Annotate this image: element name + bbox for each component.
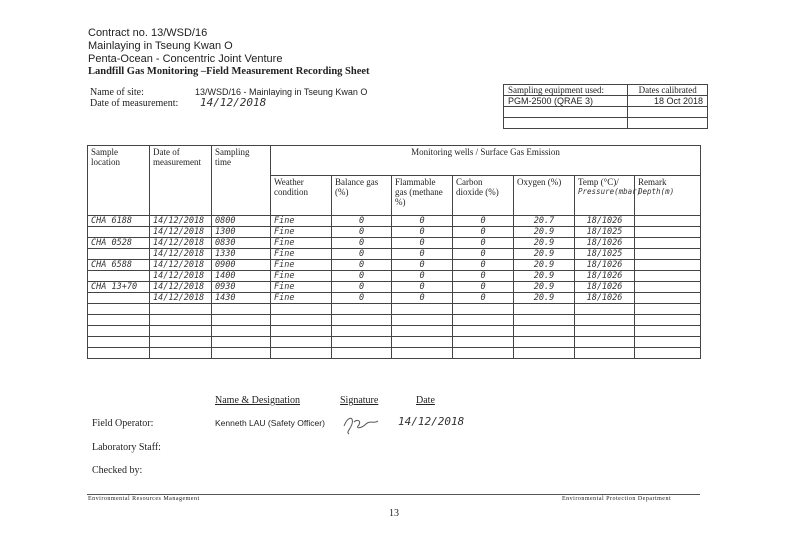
date-cell <box>150 348 212 359</box>
weather-cell: Fine <box>271 227 332 238</box>
loc-cell <box>88 249 150 260</box>
co2-cell: 0 <box>453 216 514 227</box>
table-row <box>88 326 701 337</box>
footer-left: Environmental Resources Management <box>88 496 200 502</box>
co2-cell: 0 <box>453 249 514 260</box>
page-number: 13 <box>389 508 399 519</box>
balance-cell: 0 <box>332 227 392 238</box>
loc-cell <box>88 337 150 348</box>
oxygen-header: Oxygen (%) <box>514 176 575 216</box>
oxygen-cell: 20.9 <box>514 227 575 238</box>
flammable-cell: 0 <box>392 216 453 227</box>
oxygen-cell: 20.9 <box>514 271 575 282</box>
loc-cell <box>88 304 150 315</box>
oxygen-cell: 20.9 <box>514 282 575 293</box>
equipment-empty-cell <box>628 118 708 129</box>
co2-cell: 0 <box>453 282 514 293</box>
weather-cell: Fine <box>271 260 332 271</box>
temp-cell: 18/1025 <box>575 227 635 238</box>
equipment-empty-cell <box>628 107 708 118</box>
weather-cell: Fine <box>271 249 332 260</box>
temp-cell <box>575 337 635 348</box>
date-cell: 14/12/2018 <box>150 282 212 293</box>
date-cell <box>150 304 212 315</box>
time-cell <box>212 315 271 326</box>
co2-cell <box>453 315 514 326</box>
co2-cell <box>453 348 514 359</box>
temp-pressure-label: Pressure(mbar) <box>578 187 642 196</box>
weather-header: Weather condition <box>271 176 332 216</box>
date-header-signoff: Date <box>416 395 435 406</box>
temp-cell: 18/1026 <box>575 216 635 227</box>
weather-cell: Fine <box>271 293 332 304</box>
co2-header: Carbon dioxide (%) <box>453 176 514 216</box>
date-header: Date of measurement <box>150 146 212 216</box>
balance-cell <box>332 304 392 315</box>
temp-cell: 18/1025 <box>575 249 635 260</box>
temp-header <box>575 176 642 216</box>
temp-cell <box>575 348 635 359</box>
field-operator-date: 14/12/2018 <box>398 415 465 428</box>
weather-cell <box>271 337 332 348</box>
time-cell: 0900 <box>212 260 271 271</box>
location-header: Sample location <box>88 146 150 216</box>
temp-cell <box>575 315 635 326</box>
weather-cell: Fine <box>271 282 332 293</box>
weather-cell <box>271 348 332 359</box>
date-cell <box>150 337 212 348</box>
temp-cell: 18/1026 <box>575 271 635 282</box>
co2-cell <box>453 304 514 315</box>
equipment-table <box>503 84 708 129</box>
signature-mark <box>340 412 382 436</box>
date-cell <box>150 315 212 326</box>
table-row <box>88 249 701 260</box>
sheet-title: Landfill Gas Monitoring –Field Measurement Recording Sheet <box>88 66 370 77</box>
measurement-date-value: 14/12/2018 <box>200 96 267 109</box>
temp-cell <box>575 304 635 315</box>
loc-cell: CHA 0528 <box>88 238 150 249</box>
remark-cell <box>635 304 701 315</box>
table-row <box>88 293 701 304</box>
checked-by-label: Checked by: <box>92 465 143 476</box>
balance-gas-header: Balance gas (%) <box>332 176 392 216</box>
time-cell: 1430 <box>212 293 271 304</box>
balance-cell: 0 <box>332 216 392 227</box>
date-cell: 14/12/2018 <box>150 249 212 260</box>
loc-cell <box>88 315 150 326</box>
oxygen-cell: 20.9 <box>514 260 575 271</box>
remark-cell <box>635 260 701 271</box>
project-name: Mainlaying in Tseung Kwan O <box>88 40 233 52</box>
loc-cell <box>88 326 150 337</box>
flammable-cell <box>392 304 453 315</box>
time-cell: 1400 <box>212 271 271 282</box>
table-row <box>88 315 701 326</box>
equipment-name: PGM-2500 (QRAE 3) <box>504 96 628 107</box>
flammable-cell: 0 <box>392 271 453 282</box>
table-row <box>88 282 701 293</box>
time-cell: 0830 <box>212 238 271 249</box>
equipment-empty-cell <box>504 107 628 118</box>
oxygen-cell: 20.9 <box>514 293 575 304</box>
flammable-cell <box>392 315 453 326</box>
contract-number: Contract no. 13/WSD/16 <box>88 27 208 39</box>
co2-cell <box>453 326 514 337</box>
weather-cell: Fine <box>271 216 332 227</box>
co2-cell: 0 <box>453 227 514 238</box>
balance-cell: 0 <box>332 249 392 260</box>
loc-cell: CHA 6588 <box>88 260 150 271</box>
oxygen-cell <box>514 304 575 315</box>
time-cell: 0800 <box>212 216 271 227</box>
temp-cell <box>575 326 635 337</box>
time-cell: 1300 <box>212 227 271 238</box>
time-cell <box>212 348 271 359</box>
weather-cell: Fine <box>271 271 332 282</box>
remark-cell <box>635 271 701 282</box>
weather-cell <box>271 304 332 315</box>
balance-cell <box>332 337 392 348</box>
date-cell: 14/12/2018 <box>150 238 212 249</box>
date-cell <box>150 326 212 337</box>
flammable-cell <box>392 337 453 348</box>
lab-staff-label: Laboratory Staff: <box>92 442 161 453</box>
remark-cell <box>635 282 701 293</box>
table-row <box>88 304 701 315</box>
measurement-date-label: Date of measurement: <box>90 98 179 109</box>
monitoring-group-header: Monitoring wells / Surface Gas Emission <box>271 146 701 176</box>
remark-cell <box>635 293 701 304</box>
oxygen-cell: 20.7 <box>514 216 575 227</box>
loc-cell: CHA 6188 <box>88 216 150 227</box>
co2-cell: 0 <box>453 293 514 304</box>
date-cell: 14/12/2018 <box>150 227 212 238</box>
co2-cell: 0 <box>453 260 514 271</box>
time-cell: 1330 <box>212 249 271 260</box>
oxygen-cell <box>514 315 575 326</box>
time-cell <box>212 304 271 315</box>
remark-cell <box>635 315 701 326</box>
remark-cell <box>635 337 701 348</box>
site-name-label: Name of site: <box>90 87 144 98</box>
calibration-header: Dates calibrated <box>628 85 708 96</box>
flammable-cell: 0 <box>392 293 453 304</box>
measurement-table <box>87 145 701 359</box>
oxygen-cell: 20.9 <box>514 249 575 260</box>
temp-cell: 18/1026 <box>575 293 635 304</box>
balance-cell: 0 <box>332 282 392 293</box>
co2-cell: 0 <box>453 238 514 249</box>
weather-cell: Fine <box>271 238 332 249</box>
flammable-cell <box>392 348 453 359</box>
date-cell: 14/12/2018 <box>150 293 212 304</box>
remark-cell <box>635 238 701 249</box>
time-header: Sampling time <box>212 146 271 216</box>
equipment-header: Sampling equipment used: <box>504 85 628 96</box>
contractor-name: Penta-Ocean - Concentric Joint Venture <box>88 53 283 65</box>
balance-cell <box>332 326 392 337</box>
balance-cell: 0 <box>332 293 392 304</box>
balance-cell <box>332 315 392 326</box>
date-cell: 14/12/2018 <box>150 271 212 282</box>
date-cell: 14/12/2018 <box>150 216 212 227</box>
date-cell: 14/12/2018 <box>150 260 212 271</box>
weather-cell <box>271 315 332 326</box>
site-name-value: 13/WSD/16 - Mainlaying in Tseung Kwan O <box>195 87 368 97</box>
table-row <box>88 271 701 282</box>
footer-rule <box>87 494 700 495</box>
loc-cell: CHA 13+70 <box>88 282 150 293</box>
temp-cell: 18/1026 <box>575 282 635 293</box>
field-operator-name: Kenneth LAU (Safety Officer) <box>215 418 325 428</box>
table-row <box>88 227 701 238</box>
flammable-cell: 0 <box>392 260 453 271</box>
table-row <box>88 238 701 249</box>
co2-cell <box>453 337 514 348</box>
name-designation-header: Name & Designation <box>215 395 300 406</box>
remark-header <box>635 176 701 216</box>
equipment-empty-cell <box>504 118 628 129</box>
oxygen-cell <box>514 326 575 337</box>
calibration-date: 18 Oct 2018 <box>628 96 708 107</box>
field-operator-label: Field Operator: <box>92 418 154 429</box>
flammable-cell: 0 <box>392 282 453 293</box>
weather-cell <box>271 326 332 337</box>
signature-header: Signature <box>340 395 379 406</box>
remark-cell <box>635 216 701 227</box>
footer-right: Environmental Protection Department <box>562 496 672 502</box>
flammable-cell <box>392 326 453 337</box>
temp-cell: 18/1026 <box>575 238 635 249</box>
table-row <box>88 337 701 348</box>
loc-cell <box>88 293 150 304</box>
balance-cell <box>332 348 392 359</box>
remark-cell <box>635 227 701 238</box>
remark-label: Remark <box>638 177 667 187</box>
table-row <box>88 216 701 227</box>
loc-cell <box>88 227 150 238</box>
oxygen-cell <box>514 348 575 359</box>
remark-cell <box>635 326 701 337</box>
remark-cell <box>635 249 701 260</box>
remark-depth-label: Depth(m) <box>638 187 675 196</box>
temp-label: Temp (°C)/ <box>578 177 619 187</box>
flammable-cell: 0 <box>392 238 453 249</box>
oxygen-cell <box>514 337 575 348</box>
time-cell <box>212 326 271 337</box>
balance-cell: 0 <box>332 271 392 282</box>
time-cell <box>212 337 271 348</box>
co2-cell: 0 <box>453 271 514 282</box>
table-row <box>88 348 701 359</box>
loc-cell <box>88 271 150 282</box>
remark-cell <box>635 348 701 359</box>
flammable-gas-header: Flammable gas (methane %) <box>392 176 453 216</box>
oxygen-cell: 20.9 <box>514 238 575 249</box>
flammable-cell: 0 <box>392 249 453 260</box>
balance-cell: 0 <box>332 260 392 271</box>
temp-cell: 18/1026 <box>575 260 635 271</box>
table-row <box>88 260 701 271</box>
time-cell: 0930 <box>212 282 271 293</box>
loc-cell <box>88 348 150 359</box>
balance-cell: 0 <box>332 238 392 249</box>
flammable-cell: 0 <box>392 227 453 238</box>
